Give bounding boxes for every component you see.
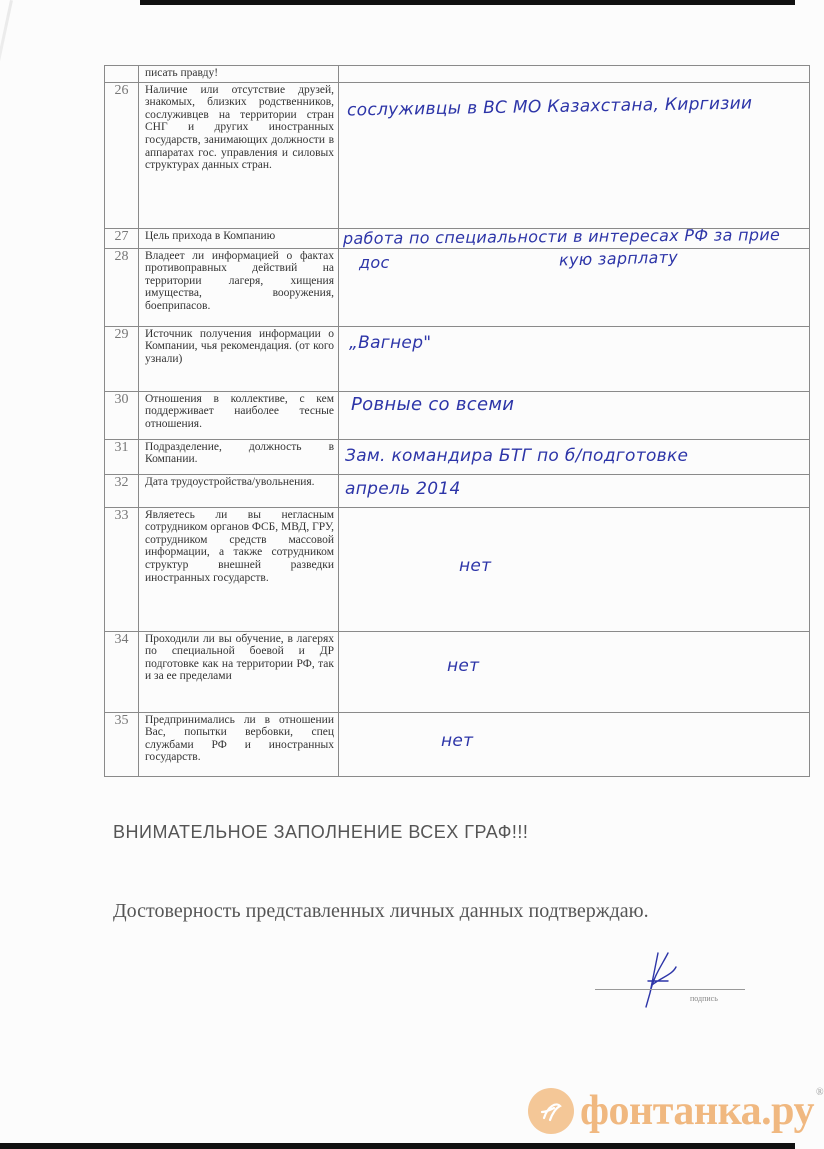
row-number: 28 bbox=[105, 248, 139, 326]
question-text: Цель прихода в Компанию bbox=[139, 228, 339, 248]
question-text: Предпринимались ли в отношении Вас, попытки вербовки, спец службами РФ и иностранных государств. bbox=[139, 712, 339, 776]
watermark-text: фонтанка.ру bbox=[580, 1088, 814, 1134]
row-number: 26 bbox=[105, 82, 139, 228]
row-number: 32 bbox=[105, 474, 139, 507]
answer-cell bbox=[339, 439, 810, 474]
answer-cell bbox=[339, 248, 810, 326]
row-number: 35 bbox=[105, 712, 139, 776]
handwritten-answer: Зам. командира БТГ по б/подготовке bbox=[345, 445, 689, 466]
row-number bbox=[105, 66, 139, 83]
handwritten-answer: нет bbox=[459, 555, 492, 576]
question-text: Проходили ли вы обучение, в лагерях по специальной боевой и ДР подготовке как на территории РФ, так и за ее пределами bbox=[139, 631, 339, 712]
row-number: 33 bbox=[105, 507, 139, 631]
table-row bbox=[105, 712, 810, 776]
row-number: 27 bbox=[105, 228, 139, 248]
table-row bbox=[105, 474, 810, 507]
notice-text: ВНИМАТЕЛЬНОЕ ЗАПОЛНЕНИЕ ВСЕХ ГРАФ!!! bbox=[113, 822, 529, 842]
table-row bbox=[105, 228, 810, 248]
table-row bbox=[105, 631, 810, 712]
table-row bbox=[105, 391, 810, 439]
bottom-scan-edge bbox=[0, 1143, 795, 1149]
registered-mark: ® bbox=[815, 1087, 824, 1098]
fontanka-logo-icon bbox=[528, 1088, 574, 1134]
answer-cell bbox=[339, 82, 810, 228]
row-number: 30 bbox=[105, 391, 139, 439]
answer-cell bbox=[339, 507, 810, 631]
answer-cell bbox=[339, 712, 810, 776]
signature-caption: подпись bbox=[690, 994, 718, 1003]
top-scan-edge bbox=[140, 0, 795, 5]
answer-cell bbox=[339, 474, 810, 507]
handwritten-answer: апрель 2014 bbox=[345, 478, 461, 499]
signature bbox=[628, 945, 698, 1015]
row-number: 29 bbox=[105, 326, 139, 391]
signature-line bbox=[595, 989, 745, 990]
handwritten-answer: дос bbox=[359, 252, 390, 272]
handwritten-answer: нет bbox=[441, 730, 474, 751]
question-text: Наличие или отсутствие друзей, знакомых, близких родственников, сослуживцев на территории стран СНГ и других иностранных государств, занимающих должности в аппаратах гос. управления и силовых структурах данных стран. bbox=[139, 82, 339, 228]
handwritten-answer: работа по специальности в интересах РФ за прие bbox=[342, 224, 781, 248]
question-text: Дата трудоустройства/увольнения. bbox=[139, 474, 339, 507]
questionnaire-table bbox=[104, 65, 810, 777]
table-row bbox=[105, 82, 810, 228]
table-row bbox=[105, 66, 810, 83]
confirmation-text: Достоверность представленных личных данных подтверждаю. bbox=[113, 900, 649, 922]
table-row bbox=[105, 248, 810, 326]
question-text: Подразделение, должность в Компании. bbox=[139, 439, 339, 474]
answer-cell bbox=[339, 631, 810, 712]
watermark bbox=[528, 1087, 824, 1135]
answer-cell bbox=[339, 391, 810, 439]
handwritten-answer: нет bbox=[447, 655, 480, 676]
handwritten-answer-continued: кую зарплату bbox=[558, 247, 679, 270]
page-fold-shadow bbox=[0, 0, 13, 255]
question-text: Являетесь ли вы негласным сотрудником органов ФСБ, МВД, ГРУ, сотрудником средств массовой информации, а также сотрудником структур внешней разведки иностранных государств. bbox=[139, 507, 339, 631]
table-row bbox=[105, 326, 810, 391]
question-text: Отношения в коллективе, с кем поддерживает наиболее тесные отношения. bbox=[139, 391, 339, 439]
question-text: Владеет ли информацией о фактах противоправных действий на территории лагеря, хищения имущества, вооружения, боеприпасов. bbox=[139, 248, 339, 326]
handwritten-answer: „Вагнер" bbox=[349, 332, 432, 353]
answer-cell bbox=[339, 326, 810, 391]
answer-cell bbox=[339, 66, 810, 83]
table-row bbox=[105, 439, 810, 474]
question-text: Источник получения информации о Компании, чья рекомендация. (от кого узнали) bbox=[139, 326, 339, 391]
question-text: писать правду! bbox=[139, 66, 339, 83]
answer-cell bbox=[339, 224, 810, 248]
handwritten-answer: сослуживцы в ВС МО Казахстана, Киргизии bbox=[346, 93, 753, 121]
handwritten-answer: Ровные со всеми bbox=[351, 393, 515, 415]
row-number: 34 bbox=[105, 631, 139, 712]
row-number: 31 bbox=[105, 439, 139, 474]
table-row bbox=[105, 507, 810, 631]
